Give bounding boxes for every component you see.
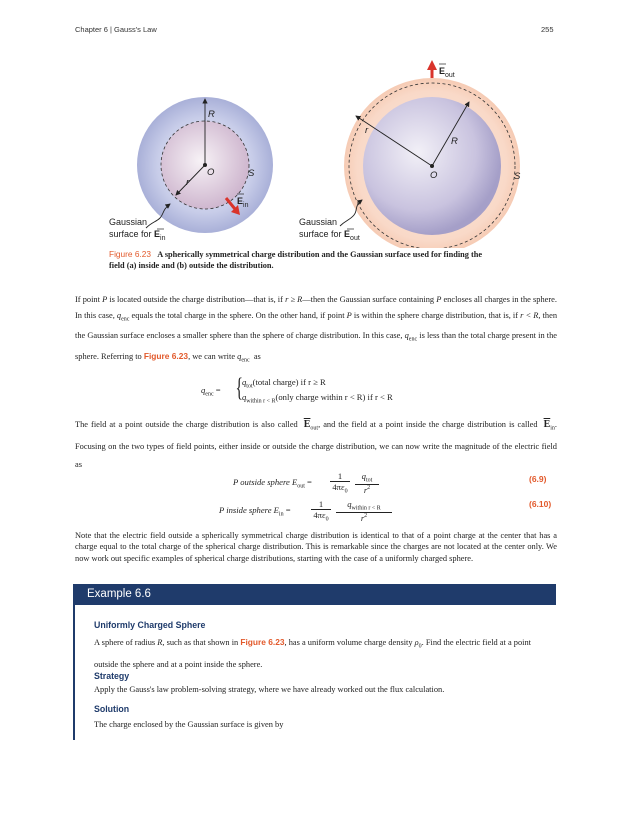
paragraph-2: The field at a point outside the charge distribution is also called $\overline{E}_{out}$, and the field at a point inside the charge distribution is called $\overline{E}_{in}$. Focusing on the two types of field points, either inside or outside the charge distribution, we can now write the magnitude of the electric field as	[75, 419, 558, 469]
label-r-right: r	[365, 125, 369, 136]
caption-line1: A spherically symmetrical charge distribution and the Gaussian surface used for finding the	[157, 250, 483, 259]
left-caption-line1: Gaussian	[109, 217, 148, 227]
example-title: Uniformly Charged Sphere	[94, 620, 206, 630]
paragraph-1: If point P is located outside the charge distribution—that is, if r ≥ R—then the Gaussian surface containing P encloses all charges in the sphere. In this case, $q_{enc}$ equals the total charge in the sphere. On the other hand, if point P is within the sphere charge distribution, that is, if r < R, then the Gaussian surface encloses a smaller sphere than the sphere of charge distribution. In this case, $q_{enc}$ is less than the total charge present in the sphere. Referring to Figure 6.23, we can write $q_{enc}$ as	[75, 295, 558, 364]
label-r: r	[186, 177, 190, 188]
page-number: 255	[541, 25, 554, 34]
label-O: O	[207, 167, 215, 178]
caption-line2: field (a) inside and (b) outside the distribution.	[109, 261, 274, 270]
label-O-right: O	[430, 170, 438, 181]
left-caption-line2: surface for $E_{in}$	[109, 229, 166, 242]
equation-6-9: P outside sphere $E_{out}$ = 1 $4\pi\varepsilon_0$ $q_{tot}$ $r^2$	[233, 471, 383, 495]
left-diagram	[109, 97, 273, 242]
right-caption-line2: surface for $E_{out}$	[299, 229, 360, 242]
e-out-arrow	[427, 60, 437, 78]
equation-6-10: P inside sphere $E_{in}$ = 1 $4\pi\varepsilon_0$ $q_{within r < R}$ $r^2$	[219, 499, 399, 523]
example-border	[73, 584, 75, 740]
q-enc-case-equation: $q_{enc}$ = { $q_{tot}(total$ charge) if r ≥ R $q_{within r < R}(only$ charge within r < R) if r < R	[201, 373, 393, 405]
figure-6-23	[100, 58, 540, 248]
example-banner: Example 6.6	[73, 584, 556, 605]
figure-link[interactable]: Figure 6.23	[143, 350, 189, 361]
label-R: R	[208, 109, 215, 120]
label-E-out: $E_{out}$	[439, 66, 455, 79]
label-R-right: R	[451, 136, 458, 147]
label-S: S	[248, 168, 255, 179]
right-diagram	[299, 60, 521, 248]
paragraph-3: Note that the electric field outside a spherically symmetrical charge distribution is identical to that of a point charge at the center that has a charge equal to the total charge of the spherical charge distribution. This is remarkable since the charges are not located at the center only. We now work out specific examples of spherical charge distributions, starting with the case of a uniformly charged sphere.	[75, 531, 557, 563]
label-S-right: S	[514, 171, 521, 182]
example-problem: A sphere of radius R, such as that shown in Figure 6.23, has a uniform volume charge density $\rho_0$. Find the electric field at a point outside the sphere and at a point inside the sphere.	[94, 637, 531, 669]
caption-label: Figure 6.23	[109, 249, 151, 259]
running-header-chapter: Chapter 6 | Gauss's Law	[75, 25, 157, 34]
solution-text: The charge enclosed by the Gaussian surface is given by	[94, 720, 284, 729]
equation-number-6-10: (6.10)	[529, 499, 552, 509]
figure-caption	[109, 249, 529, 271]
equation-number-6-9: (6.9)	[529, 474, 547, 484]
label-E-in: $E_{in}$	[237, 196, 249, 209]
origin-point-right	[430, 164, 434, 168]
solution-heading: Solution	[94, 704, 130, 714]
strategy-heading: Strategy	[94, 671, 130, 681]
right-caption-line1: Gaussian	[299, 217, 338, 227]
example-figure-link[interactable]: Figure 6.23	[240, 637, 285, 647]
strategy-text: Apply the Gauss's law problem-solving strategy, where we have already worked out the flux calculation.	[94, 685, 445, 694]
